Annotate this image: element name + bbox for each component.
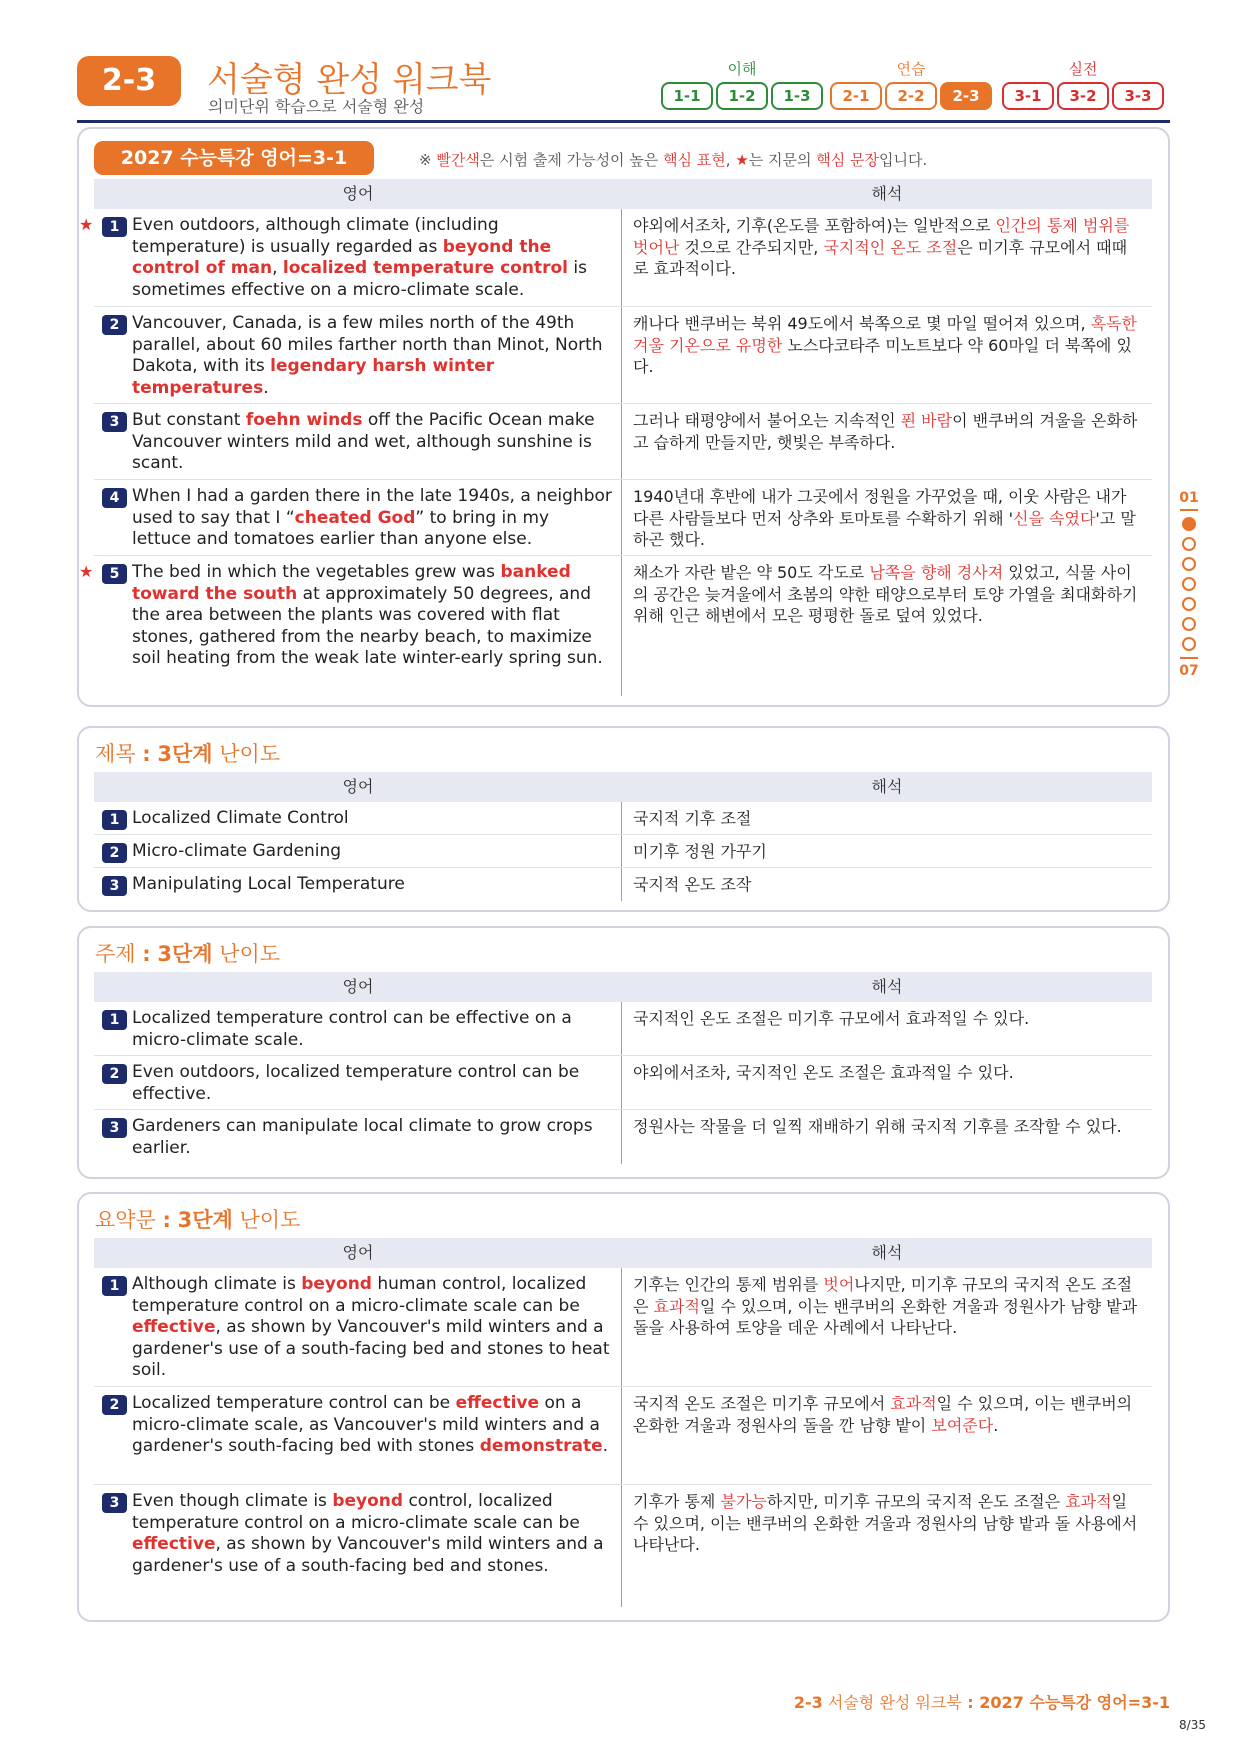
table-row: [94, 1056, 1152, 1110]
nav-dot[interactable]: [1182, 637, 1196, 651]
step-button-1-1[interactable]: 1-1: [661, 82, 713, 110]
korean-translation: 국지적 온도 조절은 미기후 규모에서 효과적일 수 있으며, 이는 밴쿠버의 온화한 겨울과 정원사의 돌을 깐 남향 밭이 보여준다.: [633, 1394, 1133, 1435]
korean-translation: 국지적 온도 조작: [633, 875, 752, 894]
topic-panel: [77, 926, 1170, 1179]
table-header: [94, 772, 1152, 802]
table-row: [94, 307, 1152, 404]
nav-divider: [1180, 509, 1198, 511]
table-header: [94, 972, 1152, 1002]
footer-label: 2-3 서술형 완성 워크북 : 2027 수능특강 영어=3-1: [793, 1693, 1170, 1712]
english-sentence: 3 But constant foehn winds off the Pacific Ocean make Vancouver winters mild and wet, although sunshine is scant.: [94, 404, 622, 479]
passage-table: [79, 179, 1152, 696]
nav-dot[interactable]: [1182, 557, 1196, 571]
topic-table: [94, 972, 1152, 1164]
column-header-english: 영어: [342, 1243, 374, 1262]
column-header-english: 영어: [342, 777, 374, 796]
korean-translation: 야외에서조차, 국지적인 온도 조절은 효과적일 수 있다.: [633, 1063, 1014, 1082]
english-sentence: ★ 5 The bed in which the vegetables grew was banked toward the south at approximately 50 degrees, and the area between the plants was covered with flat stones, gathered from the nearby beach, to maximize soil heating from the weak late winter-early spring sun.: [94, 556, 622, 696]
lesson-badge: 2-3: [77, 56, 181, 106]
table-row: [94, 1110, 1152, 1164]
korean-translation: 정원사는 작물을 더 일찍 재배하기 위해 국지적 기후를 조작할 수 있다.: [633, 1117, 1122, 1136]
step-group-label: 실전: [1068, 60, 1098, 78]
step-button-2-2[interactable]: 2-2: [885, 82, 937, 110]
title-panel: [77, 726, 1170, 912]
nav-dot[interactable]: [1182, 577, 1196, 591]
option-number: 3: [102, 1493, 127, 1513]
section-heading: 주제 : 3단계 난이도: [95, 942, 281, 966]
step-group-practice: [830, 58, 992, 110]
table-row: [94, 802, 1152, 835]
sentence-number: 4: [102, 488, 127, 508]
title-table: [94, 772, 1152, 901]
nav-start-number: 01: [1179, 490, 1199, 506]
step-button-3-1[interactable]: 3-1: [1002, 82, 1054, 110]
section-heading: 제목 : 3단계 난이도: [95, 742, 281, 766]
nav-dot[interactable]: [1182, 617, 1196, 631]
english-title: 1 Localized Climate Control: [94, 802, 622, 834]
step-group-label: 연습: [896, 60, 926, 78]
column-header-translation: 해석: [871, 1243, 903, 1262]
table-row: [79, 209, 1152, 307]
key-sentence-star-icon: ★: [79, 215, 94, 234]
english-topic: 1 Localized temperature control can be effective on a micro-climate scale.: [94, 1002, 622, 1055]
english-topic: 3 Gardeners can manipulate local climate to grow crops earlier.: [94, 1110, 622, 1164]
column-header-english: 영어: [342, 184, 374, 203]
sentence-number: 1: [102, 217, 127, 237]
passage-progress-nav: [1172, 490, 1206, 679]
korean-translation: 야외에서조차, 기후(온도를 포함하여)는 일반적으로 인간의 통제 범위를 벗어난 것으로 간주되지만, 국지적인 온도 조절은 미기후 규모에서 때때로 효과적이다.: [633, 216, 1130, 278]
option-number: 1: [102, 810, 127, 830]
column-header-english: 영어: [342, 977, 374, 996]
page-number: 8/35: [1179, 1718, 1206, 1732]
table-header: [94, 1238, 1152, 1268]
key-sentence-star-icon: ★: [79, 562, 94, 581]
option-number: 3: [102, 876, 127, 896]
table-row: [94, 1268, 1152, 1387]
summary-panel: [77, 1192, 1170, 1622]
nav-dot[interactable]: [1182, 597, 1196, 611]
option-number: 1: [102, 1276, 127, 1296]
nav-end-number: 07: [1179, 663, 1199, 679]
nav-divider: [1180, 657, 1198, 659]
korean-translation: 그러나 태평양에서 불어오는 지속적인 푄 바람이 밴쿠버의 겨울을 온화하고 습하게 만들지만, 햇빛은 부족하다.: [633, 411, 1138, 452]
sentence-number: 5: [102, 564, 127, 584]
step-group-label: 이해: [727, 60, 757, 78]
english-title: 3 Manipulating Local Temperature: [94, 868, 622, 901]
header-divider: [77, 120, 1170, 123]
table-row: [94, 404, 1152, 480]
korean-translation: 기후는 인간의 통제 범위를 벗어나지만, 미기후 규모의 국지적 온도 조절은 효과적일 수 있으며, 이는 밴쿠버의 온화한 겨울과 정원사가 남향 밭과 돌을 사용하여 토양을 데운 사례에서 나타난다.: [633, 1275, 1138, 1337]
english-summary: 2 Localized temperature control can be effective on a micro-climate scale, as Vancouver's mild winters and a gardener's south-facing bed with stones demonstrate.: [94, 1387, 622, 1484]
korean-translation: 미기후 정원 가꾸기: [633, 842, 767, 861]
nav-dot[interactable]: [1182, 537, 1196, 551]
english-sentence: 4 When I had a garden there in the late 1940s, a neighbor used to say that I “cheated God” to bring in my lettuce and tomatoes earlier than anyone else.: [94, 480, 622, 555]
option-number: 1: [102, 1010, 127, 1030]
option-number: 2: [102, 1064, 127, 1084]
step-group-understand: [661, 58, 823, 110]
sentence-number: 2: [102, 315, 127, 335]
table-header: [94, 179, 1152, 209]
legend-note: ※ 빨간색은 시험 출제 가능성이 높은 핵심 표현, ★는 지문의 핵심 문장입니다.: [419, 151, 928, 169]
korean-translation: 채소가 자란 밭은 약 50도 각도로 남쪽을 향해 경사져 있었고, 식물 사이의 공간은 늦겨울에서 초봄의 약한 태양으로부터 토양 가열을 최대화하기 위해 인근 해변에서 모은 평평한 돌로 덮여 있었다.: [633, 563, 1138, 625]
passage-panel: [77, 127, 1170, 707]
korean-translation: 국지적인 온도 조절은 미기후 규모에서 효과적일 수 있다.: [633, 1009, 1030, 1028]
step-group-real: [1002, 58, 1164, 110]
table-row: [79, 556, 1152, 696]
table-row: [94, 1002, 1152, 1056]
korean-translation: 캐나다 밴쿠버는 북위 49도에서 북쪽으로 몇 마일 떨어져 있으며, 혹독한 겨울 기온으로 유명한 노스다코타주 미노트보다 약 60마일 더 북쪽에 있다.: [633, 314, 1137, 376]
korean-translation: 국지적 기후 조절: [633, 809, 752, 828]
table-row: [94, 835, 1152, 868]
page-title: 서술형 완성 워크북: [207, 60, 492, 100]
english-title: 2 Micro-climate Gardening: [94, 835, 622, 867]
english-summary: 1 Although climate is beyond human control, localized temperature control on a micro-climate scale can be effective, as shown by Vancouver's mild winters and a gardener's use of a south-facing bed and stones to heat soil.: [94, 1268, 622, 1386]
table-row: [94, 1387, 1152, 1485]
summary-table: [94, 1238, 1152, 1607]
option-number: 2: [102, 1395, 127, 1415]
step-button-2-1[interactable]: 2-1: [830, 82, 882, 110]
column-header-translation: 해석: [871, 184, 903, 203]
english-sentence: ★ 1 Even outdoors, although climate (including temperature) is usually regarded as beyond the control of man, localized temperature control is sometimes effective on a micro-climate scale.: [94, 209, 622, 306]
step-button-2-3[interactable]: 2-3: [940, 82, 992, 110]
page-header: [77, 52, 1170, 124]
option-number: 3: [102, 1118, 127, 1138]
page-subtitle: 의미단위 학습으로 서술형 완성: [208, 97, 425, 116]
option-number: 2: [102, 843, 127, 863]
column-header-translation: 해석: [871, 777, 903, 796]
nav-dot-current[interactable]: [1182, 517, 1196, 531]
section-heading: 요약문 : 3단계 난이도: [95, 1208, 301, 1232]
korean-translation: 기후가 통제 불가능하지만, 미기후 규모의 국지적 온도 조절은 효과적일 수 있으며, 이는 밴쿠버의 온화한 겨울과 정원사의 남향 밭과 돌 사용에서 나타난다.: [633, 1492, 1138, 1554]
english-sentence: 2 Vancouver, Canada, is a few miles north of the 49th parallel, about 60 miles farther north than Minot, North Dakota, with its legendary harsh winter temperatures.: [94, 307, 622, 403]
step-button-1-3[interactable]: 1-3: [771, 82, 823, 110]
table-row: [94, 480, 1152, 556]
korean-translation: 1940년대 후반에 내가 그곳에서 정원을 가꾸었을 때, 이웃 사람은 내가 다른 사람들보다 먼저 상추와 토마토를 수확하기 위해 '신을 속였다'고 말하곤 했다.: [633, 487, 1136, 549]
source-badge: 2027 수능특강 영어=3-1: [94, 141, 374, 175]
step-button-3-2[interactable]: 3-2: [1057, 82, 1109, 110]
step-button-3-3[interactable]: 3-3: [1112, 82, 1164, 110]
column-header-translation: 해석: [871, 977, 903, 996]
sentence-number: 3: [102, 412, 127, 432]
table-row: [94, 868, 1152, 901]
english-summary: 3 Even though climate is beyond control, localized temperature control on a micro-climate scale can be effective, as shown by Vancouver's mild winters and a gardener's use of a south-facing bed and stones.: [94, 1485, 622, 1607]
step-button-1-2[interactable]: 1-2: [716, 82, 768, 110]
english-topic: 2 Even outdoors, localized temperature control can be effective.: [94, 1056, 622, 1109]
table-row: [94, 1485, 1152, 1607]
